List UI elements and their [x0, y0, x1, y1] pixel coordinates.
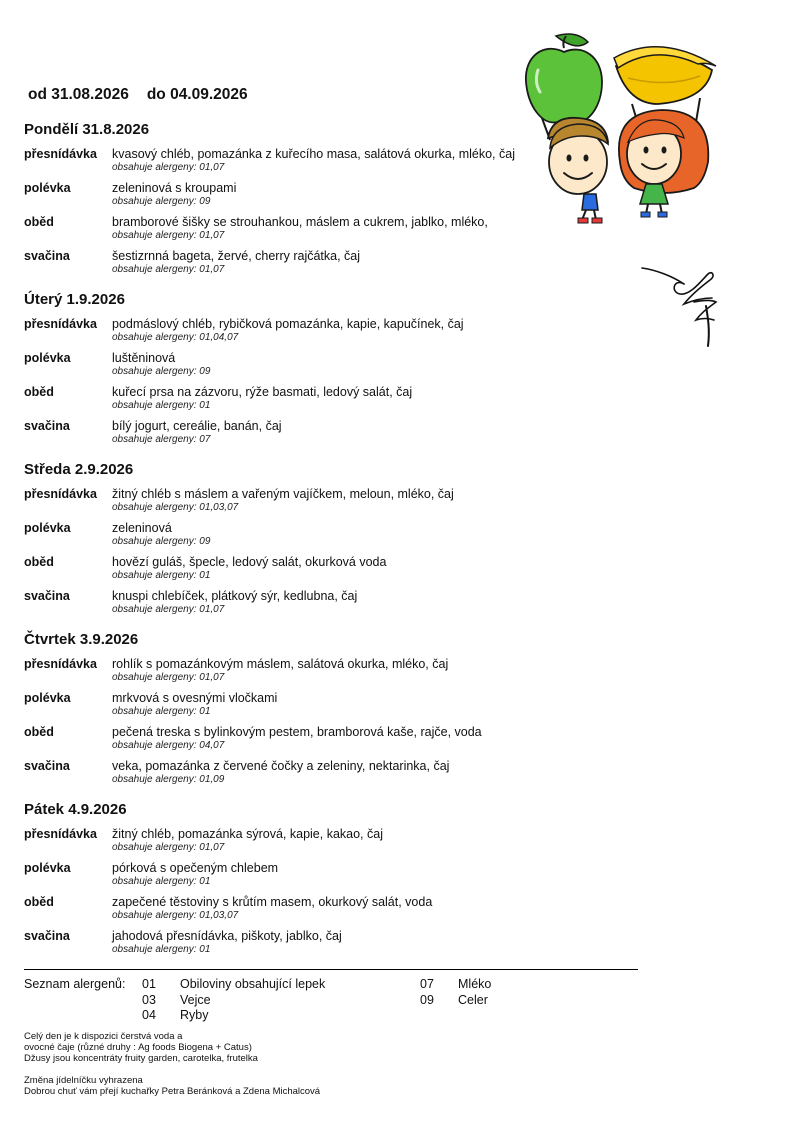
meal-allergens: obsahuje alergeny: 01,09 — [112, 774, 225, 785]
meal-text: šestizrnná bageta, žervé, cherry rajčátka, čaj — [112, 249, 361, 263]
meal-row — [24, 656, 644, 684]
footer-notes — [24, 1031, 320, 1097]
meal-row — [24, 248, 644, 276]
note-spacer — [24, 1064, 320, 1075]
meal-label: oběd — [24, 725, 54, 739]
section-divider — [24, 969, 638, 970]
meal-allergens: obsahuje alergeny: 09 — [112, 196, 211, 207]
meal-label: polévka — [24, 861, 71, 875]
meal-body — [112, 350, 644, 378]
meal-label: přesnídávka — [24, 827, 97, 841]
meal-allergens: obsahuje alergeny: 01 — [112, 400, 211, 411]
meal-text: bílý jogurt, cereálie, banán, čaj — [112, 419, 282, 433]
meal-label: svačina — [24, 249, 70, 263]
meal-row — [24, 180, 644, 208]
meal-allergens: obsahuje alergeny: 01 — [112, 706, 211, 717]
day-title: Čtvrtek 3.9.2026 — [24, 631, 139, 648]
meal-body — [112, 656, 644, 684]
day-title: Pátek 4.9.2026 — [24, 801, 127, 818]
meal-body — [112, 486, 644, 514]
meal-allergens: obsahuje alergeny: 09 — [112, 536, 211, 547]
date-from: od 31.08.2026 — [28, 86, 129, 103]
meal-text: zeleninová s kroupami — [112, 181, 237, 195]
meal-label: přesnídávka — [24, 147, 97, 161]
meal-allergens: obsahuje alergeny: 01,07 — [112, 162, 225, 173]
meal-body — [112, 520, 644, 548]
meal-row — [24, 384, 644, 412]
meal-text: žitný chléb, pomazánka sýrová, kapie, kakao, čaj — [112, 827, 383, 841]
meal-row — [24, 146, 644, 174]
meal-text: veka, pomazánka z červené čočky a zeleniny, nektarinka, čaj — [112, 759, 450, 773]
meal-body — [112, 214, 644, 242]
meal-label: oběd — [24, 385, 54, 399]
meal-body — [112, 146, 644, 174]
meal-text: podmáslový chléb, rybičková pomazánka, kapie, kapučínek, čaj — [112, 317, 464, 331]
meal-row — [24, 826, 644, 854]
meal-row — [24, 350, 644, 378]
meal-allergens: obsahuje alergeny: 04,07 — [112, 740, 225, 751]
meal-row — [24, 588, 644, 616]
date-to: do 04.09.2026 — [146, 86, 248, 103]
allergen-legend-title: Seznam alergenů: — [24, 977, 126, 991]
meal-label: oběd — [24, 895, 54, 909]
day-section — [24, 290, 644, 446]
day-section — [24, 800, 644, 956]
meal-allergens: obsahuje alergeny: 01 — [112, 876, 211, 887]
meal-text: kuřecí prsa na zázvoru, rýže basmati, ledový salát, čaj — [112, 385, 413, 399]
day-section — [24, 460, 644, 616]
meal-text: bramborové šišky se strouhankou, máslem a cukrem, jablko, mléko, — [112, 215, 488, 229]
meal-body — [112, 826, 644, 854]
meal-body — [112, 860, 644, 888]
meal-row — [24, 486, 644, 514]
meal-label: svačina — [24, 419, 70, 433]
meal-label: přesnídávka — [24, 487, 97, 501]
meal-text: žitný chléb s máslem a vařeným vajíčkem, meloun, mléko, čaj — [112, 487, 454, 501]
weekly-menu — [24, 120, 644, 970]
day-title: Úterý 1.9.2026 — [24, 291, 125, 308]
meal-row — [24, 724, 644, 752]
day-title: Pondělí 31.8.2026 — [24, 121, 150, 138]
meal-allergens: obsahuje alergeny: 07 — [112, 434, 211, 445]
meal-allergens: obsahuje alergeny: 01 — [112, 944, 211, 955]
meal-text: zeleninová — [112, 521, 172, 535]
note-line: Džusy jsou koncentráty fruity garden, carotelka, frutelka — [24, 1053, 258, 1064]
meal-row — [24, 690, 644, 718]
meal-body — [112, 418, 644, 446]
meal-row — [24, 758, 644, 786]
meal-text: rohlík s pomazánkovým máslem, salátová okurka, mléko, čaj — [112, 657, 449, 671]
meal-body — [112, 384, 644, 412]
meal-row — [24, 928, 644, 956]
meal-text: knuspi chlebíček, plátkový sýr, kedlubna, čaj — [112, 589, 358, 603]
meal-allergens: obsahuje alergeny: 01,03,07 — [112, 910, 239, 921]
meal-body — [112, 758, 644, 786]
note-line: Dobrou chuť vám přejí kuchařky Petra Beránková a Zdena Michalcová — [24, 1086, 321, 1097]
meal-row — [24, 214, 644, 242]
allergen-item: 01 Obiloviny obsahující lepek — [142, 977, 326, 991]
meal-body — [112, 588, 644, 616]
meal-allergens: obsahuje alergeny: 01,07 — [112, 604, 225, 615]
meal-body — [112, 316, 644, 344]
meal-label: polévka — [24, 521, 71, 535]
allergen-item: 07 Mléko — [420, 977, 492, 991]
meal-allergens: obsahuje alergeny: 01,07 — [112, 230, 225, 241]
meal-label: přesnídávka — [24, 317, 97, 331]
meal-label: polévka — [24, 351, 71, 365]
meal-body — [112, 928, 644, 956]
note-line: ovocné čaje (různé druhy : Ag foods Biogena + Catus) — [24, 1042, 252, 1053]
meal-text: pečená treska s bylinkovým pestem, bramborová kaše, rajče, voda — [112, 725, 482, 739]
day-title: Středa 2.9.2026 — [24, 461, 134, 478]
meal-allergens: obsahuje alergeny: 09 — [112, 366, 211, 377]
signature-icon — [640, 262, 724, 352]
meal-allergens: obsahuje alergeny: 01,07 — [112, 264, 225, 275]
meal-label: svačina — [24, 589, 70, 603]
meal-allergens: obsahuje alergeny: 01,04,07 — [112, 332, 239, 343]
meal-row — [24, 316, 644, 344]
meal-text: mrkvová s ovesnými vločkami — [112, 691, 278, 705]
meal-label: svačina — [24, 929, 70, 943]
meal-row — [24, 860, 644, 888]
meal-body — [112, 724, 644, 752]
meal-body — [112, 180, 644, 208]
allergen-item: 09 Celer — [420, 992, 488, 1007]
meal-body — [112, 894, 644, 922]
meal-text: kvasový chléb, pomazánka z kuřecího masa, salátová okurka, mléko, čaj — [112, 147, 515, 161]
meal-label: přesnídávka — [24, 657, 97, 671]
note-line: Celý den je k dispozici čerstvá voda a — [24, 1031, 183, 1042]
meal-allergens: obsahuje alergeny: 01 — [112, 570, 211, 581]
day-section — [24, 630, 644, 786]
meal-label: oběd — [24, 555, 54, 569]
meal-label: polévka — [24, 691, 71, 705]
allergen-item: 04 Ryby — [142, 1008, 209, 1022]
meal-label: svačina — [24, 759, 70, 773]
day-section — [24, 120, 644, 276]
meal-text: jahodová přesnídávka, piškoty, jablko, čaj — [112, 929, 342, 943]
meal-row — [24, 418, 644, 446]
meal-label: oběd — [24, 215, 54, 229]
meal-label: polévka — [24, 181, 71, 195]
meal-text: luštěninová — [112, 351, 176, 365]
meal-allergens: obsahuje alergeny: 01,07 — [112, 672, 225, 683]
meal-text: pórková s opečeným chlebem — [112, 861, 279, 875]
meal-row — [24, 554, 644, 582]
meal-text: zapečené těstoviny s krůtím masem, okurkový salát, voda — [112, 895, 433, 909]
meal-body — [112, 554, 644, 582]
meal-allergens: obsahuje alergeny: 01,07 — [112, 842, 225, 853]
date-range — [28, 86, 248, 104]
meal-allergens: obsahuje alergeny: 01,03,07 — [112, 502, 239, 513]
allergen-item: 03 Vejce — [142, 992, 211, 1007]
meal-body — [112, 690, 644, 718]
note-line: Změna jídelníčku vyhrazena — [24, 1075, 143, 1086]
meal-text: hovězí guláš, špecle, ledový salát, okurková voda — [112, 555, 387, 569]
meal-row — [24, 520, 644, 548]
meal-body — [112, 248, 644, 276]
meal-row — [24, 894, 644, 922]
